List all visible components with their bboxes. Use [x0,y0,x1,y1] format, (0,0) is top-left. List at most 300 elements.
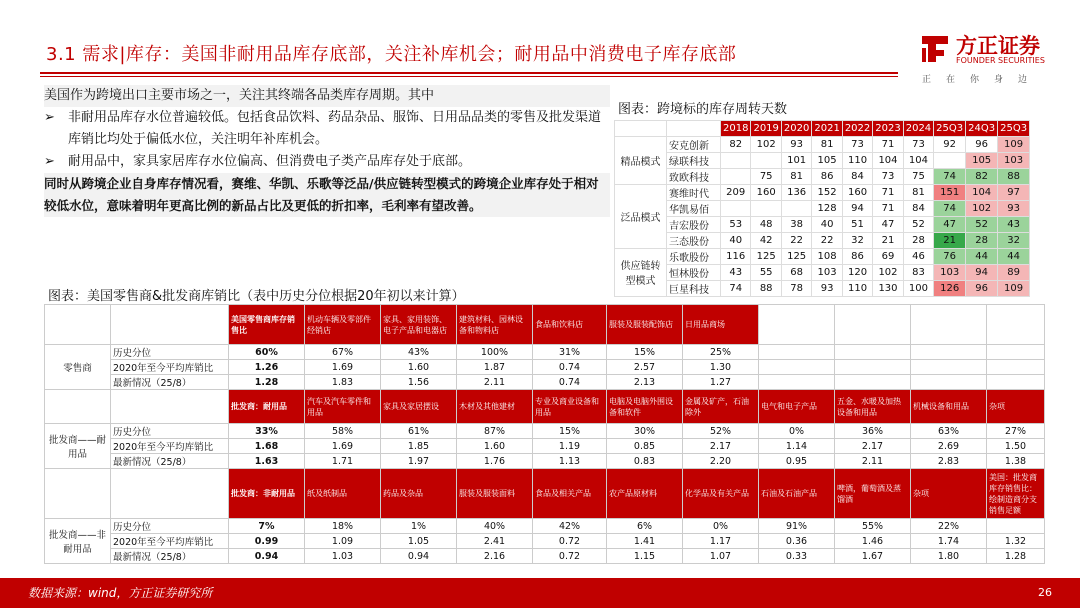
table2-blank [111,305,229,345]
table2-cell: 1.28 [229,375,305,390]
table2-cell: 6% [607,519,683,534]
table1-group-label: 泛品模式 [615,184,667,248]
table1-cell: 47 [934,216,966,232]
table1-cell: 88 [751,280,781,296]
table2-cell: 0.85 [607,439,683,454]
table1-cell [934,152,966,168]
table2-cell: 0% [759,424,835,439]
table1-cell: 86 [812,168,842,184]
table1-cell: 104 [903,152,933,168]
table2-cell: 1.69 [305,360,381,375]
table2-cell [759,345,835,360]
table2-row-label: 2020年至今平均库销比 [111,360,229,375]
table2-cell: 1.74 [911,534,987,549]
table2-cell: 1.14 [759,439,835,454]
table1-cell: 103 [998,152,1030,168]
table2-cell: 100% [457,345,533,360]
table1-cell: 52 [903,216,933,232]
table1-cell: 71 [873,136,903,152]
table2-group-label: 零售商 [45,345,111,390]
table1-cell: 74 [934,200,966,216]
table2-column-header: 日用品商场 [683,305,759,345]
table2-cell: 1.17 [683,534,759,549]
table1-year-header: 2018 [721,121,751,137]
table2-row [45,345,1045,360]
table1-cell [751,200,781,216]
table1-cell: 116 [721,248,751,264]
table1-cell: 81 [812,136,842,152]
table1-cell: 47 [873,216,903,232]
table2-cell: 52% [683,424,759,439]
table1-cell: 108 [812,248,842,264]
table2-cell: 1.76 [457,454,533,469]
table2-column-header: 专业及商业设备和用品 [533,390,607,424]
table1-header-blank [615,121,667,137]
table2-cell: 30% [607,424,683,439]
table2-column-header: 建筑材料、园林设备和物料店 [457,305,533,345]
table1-caption: 图表：跨境标的库存周转天数 [618,102,788,117]
table2-cell: 1.30 [683,360,759,375]
table1-cell: 152 [812,184,842,200]
table2-cell: 1.80 [911,549,987,564]
table2-row-label: 最新情况（25/8） [111,375,229,390]
table2-cell: 61% [381,424,457,439]
table1-cell: 84 [842,168,872,184]
table2-cell: 2.20 [683,454,759,469]
table1-cell: 209 [721,184,751,200]
table2-cell: 91% [759,519,835,534]
table2-cell: 60% [229,345,305,360]
table1-cell: 28 [966,232,998,248]
table2-blank [45,469,111,519]
bullet-durable [44,151,610,173]
table1-row [615,232,1030,248]
table2-column-header: 农产品原材料 [607,469,683,519]
table2-cell: 36% [835,424,911,439]
title-rule [40,72,898,74]
bullet-text-nondurable: 非耐用品库存水位普遍较低。包括食品饮料、药品杂品、服饰、日用品品类的零售及批发渠道库销比均处于偏低水位，关注明年补库机会。 [68,110,602,147]
table1-cell: 126 [934,280,966,296]
table2-cell: 0.94 [381,549,457,564]
table2-column-header: 电脑及电脑外围设备和软件 [607,390,683,424]
table2-cell: 67% [305,345,381,360]
logo-text-cn: 方正证券 [956,34,1040,58]
table2-cell: 1.69 [305,439,381,454]
table1-cell: 93 [812,280,842,296]
table2-column-header: 药品及杂品 [381,469,457,519]
table2-cell [911,375,987,390]
table2-caption: 图表：美国零售商&批发商库销比（表中历史分位根据20年初以来计算） [48,289,465,304]
table1-cell [721,168,751,184]
table1-cell: 86 [842,248,872,264]
table1-cell: 73 [903,136,933,152]
table1-cell: 103 [934,264,966,280]
table2-cell [759,360,835,375]
table2-cell: 0% [683,519,759,534]
table1-cell: 125 [751,248,781,264]
table2-cell: 2.13 [607,375,683,390]
table1-cell: 21 [934,232,966,248]
table2-cell [911,345,987,360]
table2-cell: 2.17 [835,439,911,454]
table1-cell: 82 [721,136,751,152]
table1-cell: 71 [873,200,903,216]
table2-cell: 1.26 [229,360,305,375]
table2-column-header: 杂项 [911,469,987,519]
table2-row [45,360,1045,375]
table2-cell: 63% [911,424,987,439]
table1-company-name: 绿联科技 [667,152,721,168]
table2-cell: 1.50 [987,439,1045,454]
table1-cell: 94 [842,200,872,216]
table1-group-label: 精品模式 [615,136,667,184]
table1-cell: 105 [812,152,842,168]
table2-column-header: 化学品及有关产品 [683,469,759,519]
table2-column-header: 石油及石油产品 [759,469,835,519]
inventory-sales-ratio-table [44,304,1045,564]
table2-cell [987,519,1045,534]
table2-cell: 2.11 [457,375,533,390]
table1-cell: 96 [966,136,998,152]
table2-cell: 1.09 [305,534,381,549]
table2-row-label: 最新情况（25/8） [111,454,229,469]
table2-cell: 0.95 [759,454,835,469]
table1-row [615,200,1030,216]
table2-cell: 33% [229,424,305,439]
table2-cell: 0.74 [533,360,607,375]
table2-cell: 2.83 [911,454,987,469]
table1-year-header: 2019 [751,121,781,137]
table2-row-label: 历史分位 [111,345,229,360]
table2-cell: 1.83 [305,375,381,390]
table1-cell: 96 [966,280,998,296]
table1-row [615,168,1030,184]
table2-group-label: 批发商——非耐用品 [45,519,111,564]
table2-column-header [911,305,987,345]
table1-cell: 69 [873,248,903,264]
table1-cell: 92 [934,136,966,152]
table1-cell: 93 [998,200,1030,216]
table2-column-header: 啤酒，葡萄酒及蒸馏酒 [835,469,911,519]
table1-year-header: 25Q3 [998,121,1030,137]
bullet-arrow-icon: ➢ [44,154,55,169]
table2-column-header [759,305,835,345]
table1-cell: 109 [998,136,1030,152]
table2-cell [987,345,1045,360]
table2-cell: 1.68 [229,439,305,454]
table2-cell: 1.63 [229,454,305,469]
table2-header-row [45,469,1045,519]
table1-cell: 43 [998,216,1030,232]
table1-cell: 83 [903,264,933,280]
table1-cell: 81 [781,168,811,184]
table2-cell [835,345,911,360]
table1-cell: 102 [751,136,781,152]
table2-column-header: 服装及服装面料 [457,469,533,519]
table1-cell: 81 [903,184,933,200]
table2-cell: 1.67 [835,549,911,564]
table2-row [45,424,1045,439]
table2-cell: 55% [835,519,911,534]
table2-row [45,519,1045,534]
table1-cell: 160 [751,184,781,200]
table2-cell: 15% [607,345,683,360]
table1-cell: 53 [721,216,751,232]
table1-cell: 46 [903,248,933,264]
table1-cell: 42 [751,232,781,248]
table1-year-header: 2024 [903,121,933,137]
table1-cell: 76 [934,248,966,264]
table1-year-header: 2021 [812,121,842,137]
table2-cell: 1.27 [683,375,759,390]
table2-column-header: 木材及其他建材 [457,390,533,424]
table1-cell: 100 [903,280,933,296]
table1-cell: 128 [812,200,842,216]
table2-section-title: 批发商：非耐用品 [229,469,305,519]
table1-cell: 84 [903,200,933,216]
table2-cell [835,375,911,390]
table2-column-header: 美国：批发商库存销售比：绘制造商分支销售足额 [987,469,1045,519]
table2-cell: 1.60 [381,360,457,375]
table2-column-header: 家具、家用装饰、电子产品和电器店 [381,305,457,345]
table2-column-header: 机械设备和用品 [911,390,987,424]
table2-cell: 2.11 [835,454,911,469]
table1-cell: 94 [966,264,998,280]
table2-cell: 43% [381,345,457,360]
table2-cell: 27% [987,424,1045,439]
table1-group-label: 供应链转型模式 [615,248,667,296]
table1-row [615,280,1030,296]
table2-row [45,439,1045,454]
table2-blank [45,305,111,345]
table2-row-label: 2020年至今平均库销比 [111,534,229,549]
table2-row [45,549,1045,564]
page-title: 3.1 需求|库存：美国非耐用品库存底部，关注补库机会；耐用品中消费电子库存底部 [46,44,737,65]
table2-column-header: 电气和电子产品 [759,390,835,424]
table1-cell: 151 [934,184,966,200]
table2-cell: 1.07 [683,549,759,564]
table2-cell: 1.15 [607,549,683,564]
table2-cell [987,360,1045,375]
table1-cell: 51 [842,216,872,232]
table1-cell: 48 [751,216,781,232]
table1-cell: 93 [781,136,811,152]
table1-cell: 105 [966,152,998,168]
table1-row [615,264,1030,280]
table2-cell: 1.71 [305,454,381,469]
table1-cell [781,200,811,216]
paragraph-companies: 同时从跨境企业自身库存情况看，赛维、华凯、乐歌等泛品/供应链转型模式的跨境企业库存处于相对较低水位，意味着明年更高比例的新品占比及更低的折扣率，毛利率有望改善。 [44,173,610,217]
table2-blank [111,469,229,519]
table1-cell: 104 [873,152,903,168]
table2-cell: 1.56 [381,375,457,390]
table1-company-name: 巨星科技 [667,280,721,296]
table2-column-header: 机动车辆及零部件经销店 [305,305,381,345]
table2-cell: 2.69 [911,439,987,454]
table2-row-label: 最新情况（25/8） [111,549,229,564]
table1-row [615,152,1030,168]
table1-cell [721,152,751,168]
table2-cell: 42% [533,519,607,534]
table1-cell: 44 [966,248,998,264]
table2-cell: 1.87 [457,360,533,375]
table1-row [615,136,1030,152]
table2-cell: 0.99 [229,534,305,549]
table1-cell: 73 [873,168,903,184]
table1-cell: 101 [781,152,811,168]
bullet-text-durable: 耐用品中，家具家居库存水位偏高、但消费电子类产品库存处于底部。 [68,154,472,169]
table2-row-label: 2020年至今平均库销比 [111,439,229,454]
table1-cell: 73 [842,136,872,152]
table2-cell: 2.17 [683,439,759,454]
table1-cell: 21 [873,232,903,248]
table1-row [615,184,1030,200]
table1-cell: 110 [842,280,872,296]
table2-cell: 1.19 [533,439,607,454]
table1-company-name: 安克创新 [667,136,721,152]
table2-row [45,534,1045,549]
table1-cell: 22 [812,232,842,248]
table1-cell: 38 [781,216,811,232]
table1-cell: 55 [751,264,781,280]
table2-column-header: 食品和饮料店 [533,305,607,345]
table1-company-name: 华凯易佰 [667,200,721,216]
table1-company-name: 致欧科技 [667,168,721,184]
table2-cell: 1.41 [607,534,683,549]
table1-year-header: 2023 [873,121,903,137]
table2-cell: 0.72 [533,534,607,549]
summary-text [44,85,610,217]
data-source: 数据来源：wind，方正证券研究所 [28,586,213,600]
table1-cell: 110 [842,152,872,168]
table2-cell: 0.94 [229,549,305,564]
table2-cell: 58% [305,424,381,439]
table1-cell: 82 [966,168,998,184]
page-number: 26 [1038,586,1052,599]
table2-section-title: 美国零售商库存销售比 [229,305,305,345]
table1-row [615,248,1030,264]
table1-cell: 75 [751,168,781,184]
table2-cell [911,360,987,375]
table1-company-name: 乐歌股份 [667,248,721,264]
table2-row [45,454,1045,469]
table2-cell: 87% [457,424,533,439]
table1-cell [721,200,751,216]
table1-cell: 89 [998,264,1030,280]
table2-row-label: 历史分位 [111,424,229,439]
table2-header-row [45,305,1045,345]
table2-cell: 1.03 [305,549,381,564]
table2-column-header: 纸及纸制品 [305,469,381,519]
table2-cell: 2.16 [457,549,533,564]
table1-company-name: 赛维时代 [667,184,721,200]
table2-cell: 25% [683,345,759,360]
table2-cell: 2.57 [607,360,683,375]
table2-section-title: 批发商：耐用品 [229,390,305,424]
table2-row-label: 历史分位 [111,519,229,534]
table1-year-header: 25Q3 [934,121,966,137]
title-rule-thin [40,76,898,77]
table1-cell: 52 [966,216,998,232]
table2-cell: 7% [229,519,305,534]
table2-row [45,375,1045,390]
inventory-turnover-table [614,120,1030,297]
table1-cell: 44 [998,248,1030,264]
table1-cell: 71 [873,184,903,200]
table1-cell: 102 [873,264,903,280]
table2-column-header: 汽车及汽车零件和用品 [305,390,381,424]
table1-cell: 102 [966,200,998,216]
table2-cell: 1% [381,519,457,534]
table2-column-header: 服装及服装配饰店 [607,305,683,345]
table1-cell [751,152,781,168]
paragraph-intro: 美国作为跨境出口主要市场之一，关注其终端各品类库存周期。其中 [44,85,610,107]
table1-cell: 40 [812,216,842,232]
table2-cell: 1.38 [987,454,1045,469]
table1-year-header: 24Q3 [966,121,998,137]
table2-cell: 1.97 [381,454,457,469]
table2-blank [111,390,229,424]
table1-cell: 88 [998,168,1030,184]
table2-column-header [987,305,1045,345]
table2-cell [835,360,911,375]
table1-cell: 40 [721,232,751,248]
table1-cell: 32 [842,232,872,248]
table2-column-header: 金属及矿产，石油除外 [683,390,759,424]
table1-cell: 74 [934,168,966,184]
table1-cell: 43 [721,264,751,280]
table2-cell: 1.13 [533,454,607,469]
table2-cell: 1.85 [381,439,457,454]
table1-year-header: 2022 [842,121,872,137]
table2-cell: 0.36 [759,534,835,549]
table2-column-header: 杂项 [987,390,1045,424]
table1-company-name: 三态股份 [667,232,721,248]
table1-cell: 120 [842,264,872,280]
table1-cell: 103 [812,264,842,280]
table2-cell [987,375,1045,390]
founder-logo-icon [918,32,952,66]
table2-cell [759,375,835,390]
table2-cell: 1.32 [987,534,1045,549]
table2-cell: 1.46 [835,534,911,549]
table1-cell: 32 [998,232,1030,248]
table2-header-row [45,390,1045,424]
table2-cell: 31% [533,345,607,360]
table1-cell: 130 [873,280,903,296]
table1-cell: 28 [903,232,933,248]
table1-cell: 97 [998,184,1030,200]
table1-header-row [615,121,1030,137]
bullet-arrow-icon: ➢ [44,110,55,125]
table1-year-header: 2020 [781,121,811,137]
table1-cell: 22 [781,232,811,248]
table1-cell: 75 [903,168,933,184]
table2-column-header [835,305,911,345]
table2-cell: 40% [457,519,533,534]
table2-column-header: 家具及家居摆设 [381,390,457,424]
table1-cell: 109 [998,280,1030,296]
table1-header-blank [667,121,721,137]
table2-cell: 0.72 [533,549,607,564]
table1-row [615,216,1030,232]
logo-text-en: FOUNDER SECURITIES [956,56,1045,65]
table2-blank [45,390,111,424]
table2-cell: 1.05 [381,534,457,549]
table1-cell: 74 [721,280,751,296]
table1-cell: 104 [966,184,998,200]
table2-cell: 15% [533,424,607,439]
